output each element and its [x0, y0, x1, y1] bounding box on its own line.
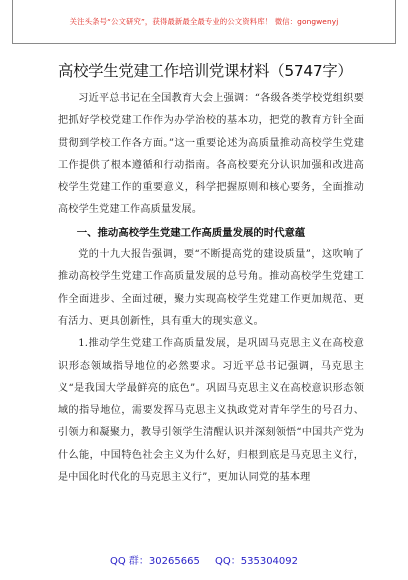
footer-qq-group: QQ 群：30265665: [109, 556, 200, 567]
paragraph-section-intro: 党的十九大报告强调，要“不断提高党的建设质量”，这吹响了推动高校学生党建工作高质量发展的总号角。推动高校学生党建工作全面进步、全面过硬，聚力实现高校学生党建工作更加规范、更有活力、更具创新性，具有重大的现实意义。: [58, 249, 364, 327]
document-body: [58, 60, 364, 489]
header-banner: [12, 0, 396, 44]
document-title: 高校学生党建工作培训党课材料（5747字）: [58, 62, 353, 80]
paragraph-point-1: 1.推动学生党建工作高质量发展，是巩固马克思主义在高校意识形态领域指导地位的必然要求。习近平总书记强调，马克思主义“是我国大学最鲜亮的底色”。巩固马克思主义在高校意识形态领域的指导地位，需要发挥马克思主义执政党对青年学生的号召力、引领力和凝聚力，教导引领学生清醒认识并深刻领悟“中国共产党为什么能，中国特色社会主义为什么好，归根到底是马克思主义行，是中国化时代化的马克思主义行”，更加认同党的基本理: [58, 338, 364, 484]
banner-text: 关注头条号“公文研究”，获得最新最全最专业的公文资料库！ 微信：gongwenyj: [69, 17, 339, 26]
footer-qq-number: QQ：535304092: [215, 556, 299, 567]
section-heading: 一、推动高校学生党建工作高质量发展的时代意蕴: [76, 226, 306, 239]
footer-contact: [0, 552, 408, 567]
paragraph-intro: 习近平总书记在全国教育大会上强调：“各级各类学校党组织要把抓好学校党建工作作为办学治校的基本功，把党的教育方针全面贯彻到学校工作各方面。”这一重要论述为高质量推动高校学生党建工作提供了根本遵循和行动指南。各高校要充分认识加强和改进高校学生党建工作的重要意义，科学把握原则和核心要务，全面推动高校学生党建工作高质量发展。: [58, 93, 364, 216]
